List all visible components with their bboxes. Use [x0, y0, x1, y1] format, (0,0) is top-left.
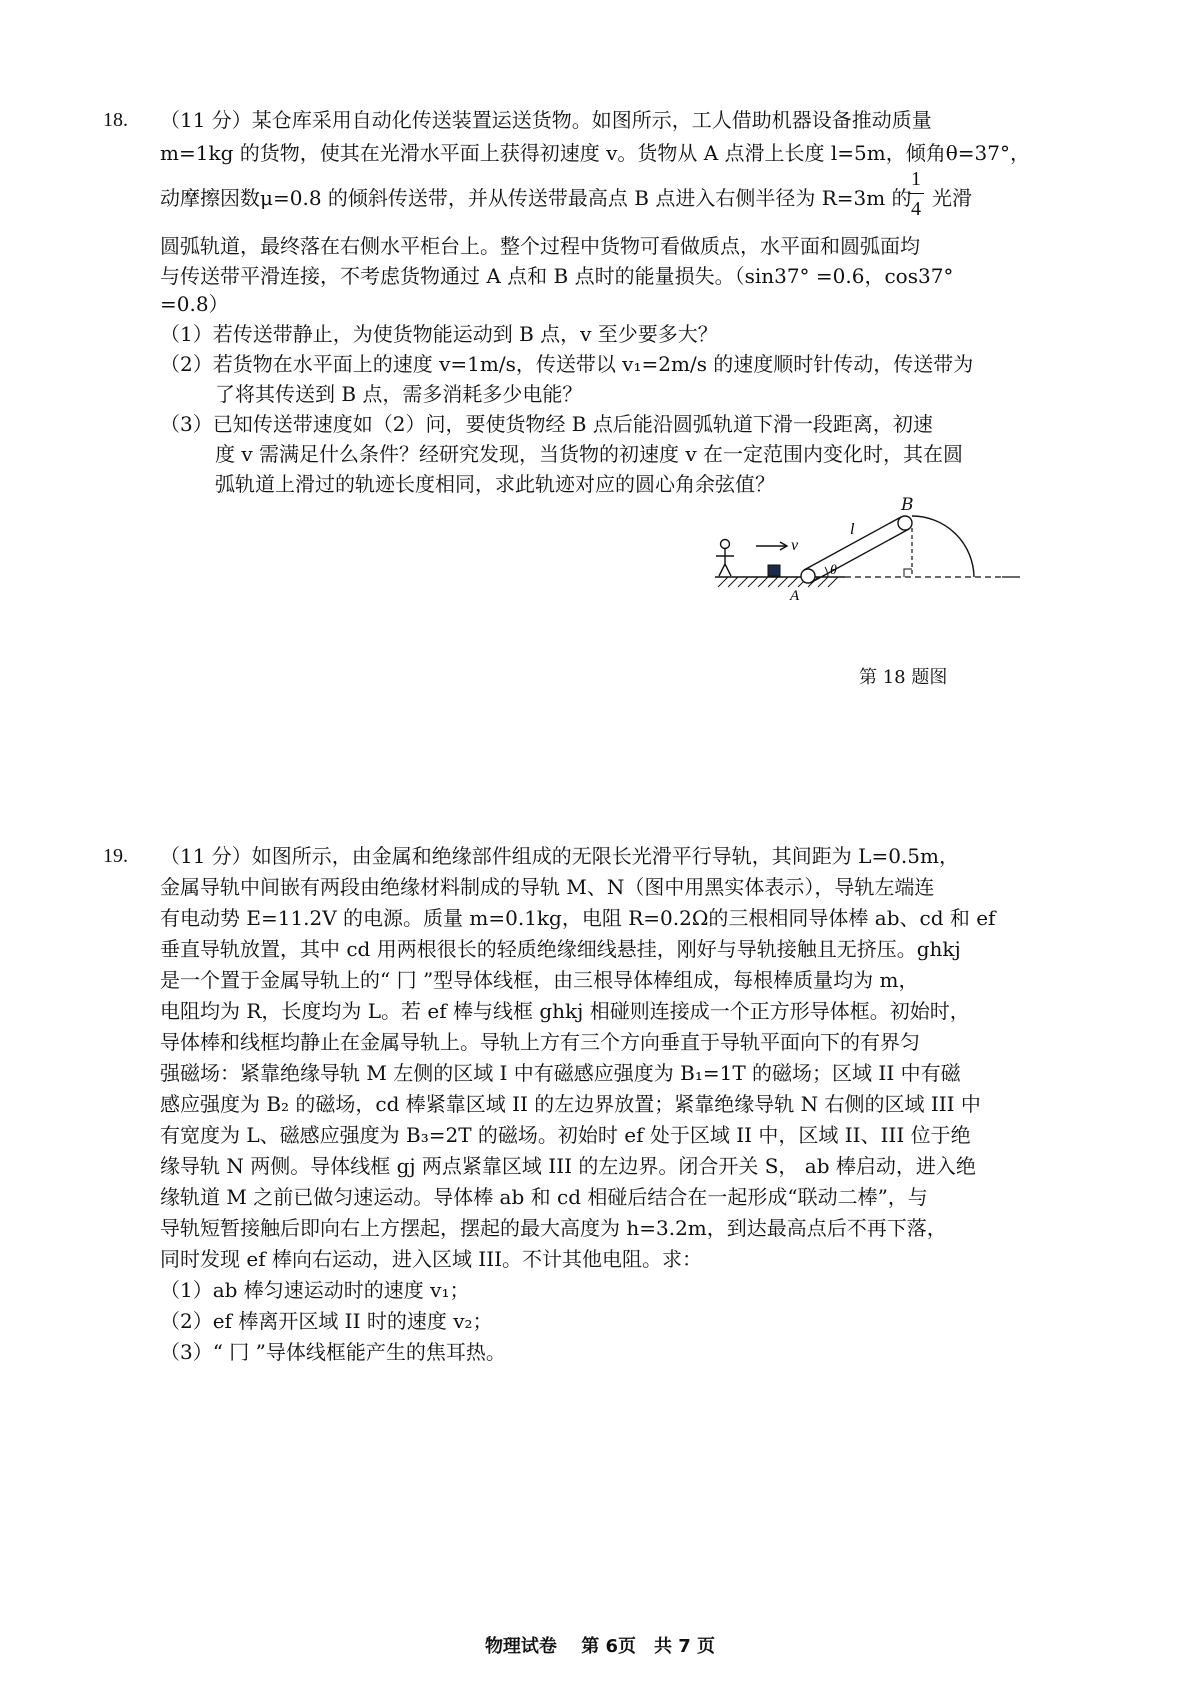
- belt-lower: [812, 529, 909, 582]
- fraction-numerator: 1: [911, 168, 921, 190]
- point-a-label: A: [790, 588, 800, 604]
- ground-hatching: [718, 577, 838, 587]
- quarter-arc-track: [912, 516, 974, 577]
- q18-line-2: m=1kg 的货物，使其在光滑水平面上获得初速度 v。货物从 A 点滑上长度 l=5m，倾角θ=37°，: [160, 141, 1030, 165]
- q19-line-3: 有电动势 E=11.2V 的电源。质量 m=0.1kg，电阻 R=0.2Ω的三根相同导体棒 ab、cd 和 ef: [160, 906, 996, 930]
- q19-line-9: 感应强度为 B₂ 的磁场，cd 棒紧靠区域 II 的左边界放置；紧靠绝缘导轨 N 右侧的区域 III 中: [160, 1092, 981, 1116]
- q19-line-13: 导轨短暂接触后即向右上方摆起，摆起的最大高度为 h=3.2m，到达最高点后不再下落，: [160, 1216, 947, 1240]
- cargo-box: [768, 565, 780, 576]
- angle-arc: [825, 567, 828, 577]
- fraction-denominator: 4: [911, 198, 921, 220]
- q19-line-11: 缘导轨 N 两侧。导体线框 gj 两点紧靠区域 III 的左边界。闭合开关 S， ab 棒启动，进入绝: [160, 1154, 976, 1178]
- question-18-number: 18.: [103, 109, 128, 131]
- q19-line-7: 导体棒和线框均静止在金属导轨上。导轨上方有三个方向垂直于导轨平面向下的有界匀: [160, 1030, 920, 1054]
- q19-line-8: 强磁场：紧靠绝缘导轨 M 左侧的区域 I 中有磁感应强度为 B₁=1T 的磁场；区域 II 中有磁: [160, 1061, 961, 1085]
- q18-line-1: （11 分）某仓库采用自动化传送装置运送货物。如图所示，工人借助机器设备推动质量: [160, 108, 932, 132]
- q19-subquestion-3: （3）“ 冂 ”导体线框能产生的焦耳热。: [160, 1340, 506, 1364]
- q18-subquestion-2: （2）若货物在水平面上的速度 v=1m/s，传送带以 v₁=2m/s 的速度顺时针传动，传送带为: [160, 352, 974, 376]
- figure-18-caption: 第 18 题图: [859, 667, 948, 688]
- q19-line-10: 有宽度为 L、磁感应强度为 B₃=2T 的磁场。初始时 ef 处于区域 II 中，区域 II、III 位于绝: [160, 1123, 971, 1147]
- q19-line-6: 电阻均为 R，长度均为 L。若 ef 棒与线框 ghkj 相碰则连接成一个正方形导体框。初始时，: [160, 999, 970, 1023]
- right-angle-mark: [904, 569, 912, 577]
- q18-subquestion-2-cont: 了将其传送到 B 点，需多消耗多少电能？: [215, 382, 583, 406]
- q18-line-6: =0.8）: [160, 292, 229, 316]
- q19-line-5: 是一个置于金属导轨上的“ 冂 ”型导体线框，由三根导体棒组成，每根棒质量均为 m，: [160, 968, 919, 992]
- question-19-number: 19.: [103, 845, 128, 867]
- q19-subquestion-1: （1）ab 棒匀速运动时的速度 v₁；: [160, 1278, 470, 1302]
- q18-line-3: 动摩擦因数μ=0.8 的倾斜传送带，并从传送带最高点 B 点进入右侧半径为 R=3m 的: [160, 186, 912, 210]
- q18-subquestion-3-cont-1: 度 v 需满足什么条件？经研究发现，当货物的初速度 v 在一定范围内变化时，其在圆: [215, 442, 964, 466]
- q18-line-4: 圆弧轨道，最终落在右侧水平柜台上。整个过程中货物可看做质点，水平面和圆弧面均: [160, 234, 920, 258]
- q18-line-3-tail: 光滑: [932, 186, 972, 210]
- q19-line-1: （11 分）如图所示，由金属和绝缘部件组成的无限长光滑平行导轨，其间距为 L=0.5m，: [160, 844, 959, 868]
- fraction-bar: [908, 193, 924, 194]
- q19-line-14: 同时发现 ef 棒向右运动，进入区域 III。不计其他电阻。求：: [160, 1247, 703, 1271]
- q18-subquestion-1: （1）若传送带静止，为使货物能运动到 B 点，v 至少要多大？: [160, 322, 718, 346]
- worker-figure: [716, 540, 734, 577]
- q18-subquestion-3-cont-2: 弧轨道上滑过的轨迹长度相同，求此轨迹对应的圆心角余弦值？: [215, 472, 775, 496]
- q19-line-12: 缘轨道 M 之前已做匀速运动。导体棒 ab 和 cd 相碰后结合在一起形成“联动二棒”，与: [160, 1185, 928, 1209]
- point-b-label: B: [901, 495, 914, 515]
- page-footer: 物理试卷 第 6页 共 7 页: [484, 1636, 716, 1657]
- q19-line-4: 垂直导轨放置，其中 cd 用两根很长的轻质绝缘细线悬挂，刚好与导轨接触且无挤压。ghkj: [160, 937, 961, 961]
- theta-label: θ: [830, 563, 837, 578]
- q18-line-5: 与传送带平滑连接，不考虑货物通过 A 点和 B 点时的能量损失。（sin37° =0.6，cos37°: [160, 264, 954, 288]
- velocity-label: v: [791, 537, 799, 554]
- figure-18-diagram: [720, 521, 1100, 660]
- q19-subquestion-2: （2）ef 棒离开区域 II 时的速度 v₂；: [160, 1309, 493, 1333]
- length-label: l: [850, 521, 855, 538]
- q19-line-2: 金属导轨中间嵌有两段由绝缘材料制成的导轨 M、N（图中用黑实体表示），导轨左端连: [160, 875, 935, 899]
- q18-subquestion-3: （3）已知传送带速度如（2）问，要使货物经 B 点后能沿圆弧轨道下滑一段距离，初速: [160, 412, 933, 436]
